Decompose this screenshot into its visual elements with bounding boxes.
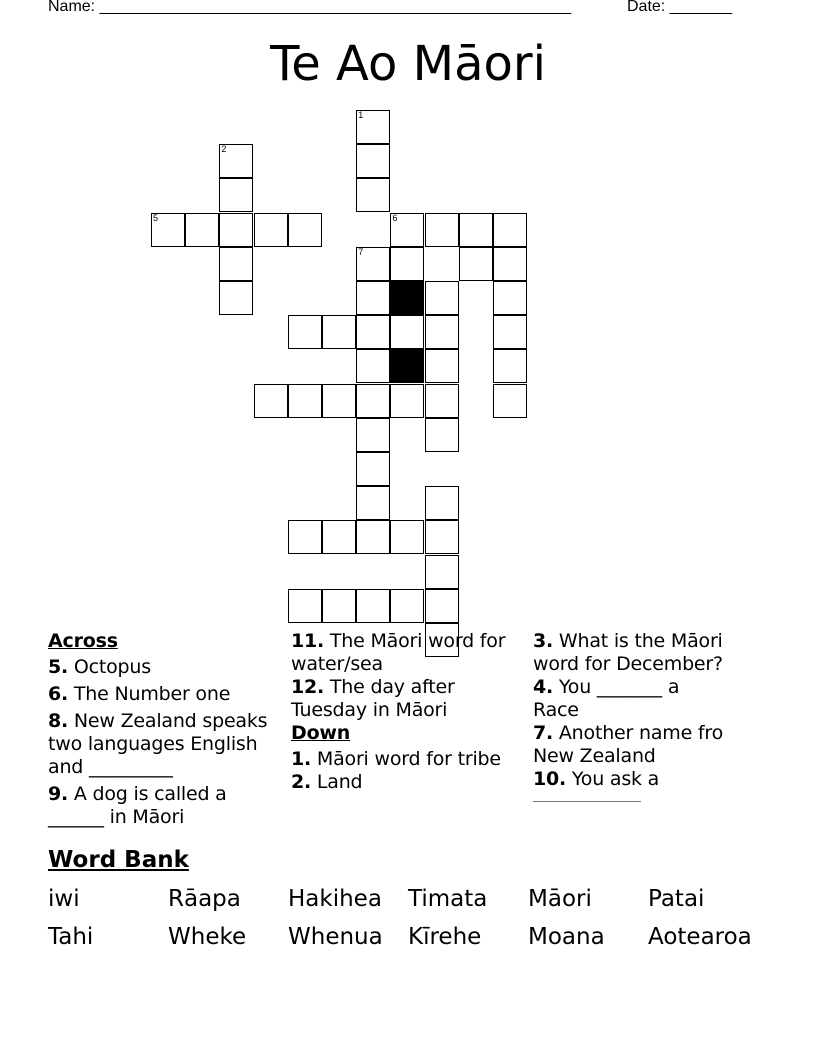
crossword-cell[interactable] <box>493 281 527 315</box>
crossword-cell[interactable] <box>425 486 459 520</box>
clue-number: 5. <box>48 656 69 678</box>
date-blank[interactable]: _______ <box>669 0 732 15</box>
down-heading: Down <box>291 722 351 744</box>
clue-down-7 <box>533 722 723 768</box>
clue-number: 12. <box>291 676 325 698</box>
crossword-cell[interactable] <box>322 315 356 349</box>
crossword-cell[interactable] <box>356 452 390 486</box>
crossword-cell[interactable] <box>322 384 356 418</box>
crossword-cell[interactable] <box>356 178 390 212</box>
crossword-cell[interactable] <box>322 589 356 623</box>
crossword-black-square <box>390 281 424 315</box>
crossword-cell[interactable] <box>493 384 527 418</box>
clue-down-4 <box>533 676 723 722</box>
clue-number-label: 6 <box>392 212 398 223</box>
clue-text: A dog is called a ______ in Māori <box>48 783 227 828</box>
word-bank-item: Whenua <box>288 924 383 950</box>
clue-number: 11. <box>291 630 325 652</box>
crossword-cell[interactable] <box>425 589 459 623</box>
crossword-cell[interactable] <box>493 349 527 383</box>
clue-text: Octopus <box>68 656 151 678</box>
crossword-cell[interactable] <box>219 281 253 315</box>
crossword-cell[interactable] <box>425 213 459 247</box>
clue-text: Another name fro New Zealand <box>533 722 724 767</box>
clue-number: 7. <box>533 722 554 744</box>
clue-across-12 <box>291 676 513 722</box>
crossword-cell[interactable] <box>185 213 219 247</box>
crossword-cell[interactable] <box>356 110 390 144</box>
name-label: Name: <box>48 0 100 15</box>
word-bank-item: Moana <box>528 924 605 950</box>
clue-number: 1. <box>291 748 312 770</box>
clue-down-2 <box>291 771 513 794</box>
clue-across-6 <box>48 683 284 706</box>
answer-blank-line <box>533 801 641 803</box>
crossword-cell[interactable] <box>288 384 322 418</box>
crossword-cell[interactable] <box>425 555 459 589</box>
clue-text: The Number one <box>68 683 231 705</box>
word-bank-title: Word Bank <box>48 847 189 873</box>
clue-text: The Māori word for water/sea <box>291 630 506 675</box>
clues-column-1 <box>48 630 284 833</box>
word-bank-item: Aotearoa <box>648 924 752 950</box>
crossword-cell[interactable] <box>219 213 253 247</box>
clues-column-2 <box>291 630 513 794</box>
word-bank-item: Hakihea <box>288 886 382 912</box>
clue-number: 9. <box>48 783 69 805</box>
crossword-cell[interactable] <box>356 349 390 383</box>
word-bank-item: Kīrehe <box>408 924 482 950</box>
crossword-cell[interactable] <box>356 247 390 281</box>
crossword-cell[interactable] <box>254 384 288 418</box>
clue-down-10 <box>533 768 723 791</box>
clue-number: 2. <box>291 771 312 793</box>
crossword-cell[interactable] <box>425 418 459 452</box>
crossword-cell[interactable] <box>390 520 424 554</box>
clue-text: What is the Māori word for December? <box>533 630 723 675</box>
clue-number-label: 2 <box>221 144 227 155</box>
crossword-cell[interactable] <box>425 384 459 418</box>
crossword-cell[interactable] <box>459 247 493 281</box>
clues-column-3 <box>533 630 723 803</box>
clue-down-1 <box>291 748 513 771</box>
crossword-black-square <box>390 349 424 383</box>
word-bank-item: Rāapa <box>168 886 241 912</box>
word-bank-item: iwi <box>48 886 80 912</box>
crossword-cell[interactable] <box>288 213 322 247</box>
crossword-cell[interactable] <box>425 349 459 383</box>
crossword-cell[interactable] <box>219 178 253 212</box>
word-bank-item: Māori <box>528 886 592 912</box>
clue-number-label: 5 <box>153 212 159 223</box>
clue-across-8 <box>48 710 284 779</box>
crossword-cell[interactable] <box>493 213 527 247</box>
crossword-cell[interactable] <box>356 589 390 623</box>
crossword-cell[interactable] <box>219 247 253 281</box>
clue-text: Land <box>311 771 363 793</box>
crossword-cell[interactable] <box>390 247 424 281</box>
crossword-cell[interactable] <box>219 144 253 178</box>
crossword-cell[interactable] <box>390 315 424 349</box>
crossword-cell[interactable] <box>288 315 322 349</box>
clue-text: You _______ a Race <box>533 676 680 721</box>
clue-across-5 <box>48 656 284 679</box>
clue-across-11 <box>291 630 513 676</box>
crossword-cell[interactable] <box>356 144 390 178</box>
clue-text: New Zealand speaks two languages English and _________ <box>48 710 268 778</box>
crossword-cell[interactable] <box>288 520 322 554</box>
crossword-cell[interactable] <box>356 418 390 452</box>
word-bank-item: Wheke <box>168 924 247 950</box>
crossword-cell[interactable] <box>493 315 527 349</box>
crossword-cell[interactable] <box>356 384 390 418</box>
word-bank-item: Timata <box>408 886 488 912</box>
crossword-cell[interactable] <box>459 213 493 247</box>
crossword-cell[interactable] <box>390 213 424 247</box>
clue-number: 4. <box>533 676 554 698</box>
page-title: Te Ao Māori <box>270 36 546 92</box>
across-heading: Across <box>48 630 118 652</box>
clue-text: The day after Tuesday in Māori <box>291 676 455 721</box>
clue-number-label: 1 <box>358 110 364 120</box>
crossword-cell[interactable] <box>356 486 390 520</box>
word-bank-item: Tahi <box>48 924 94 950</box>
crossword-cell[interactable] <box>390 384 424 418</box>
crossword-cell[interactable] <box>288 589 322 623</box>
clue-number: 6. <box>48 683 69 705</box>
clue-number: 3. <box>533 630 554 652</box>
crossword-cell[interactable] <box>425 281 459 315</box>
clue-number-label: 7 <box>358 246 364 257</box>
clue-down-3 <box>533 630 723 676</box>
clue-text: You ask a <box>566 768 660 790</box>
crossword-cell[interactable] <box>390 589 424 623</box>
word-bank-item: Patai <box>648 886 705 912</box>
crossword-cell[interactable] <box>322 520 356 554</box>
crossword-cell[interactable] <box>356 281 390 315</box>
crossword-cell[interactable] <box>151 213 185 247</box>
crossword-cell[interactable] <box>356 315 390 349</box>
crossword-cell[interactable] <box>493 247 527 281</box>
crossword-cell[interactable] <box>425 315 459 349</box>
name-blank[interactable]: _____________________________________________________ <box>99 0 572 15</box>
crossword-cell[interactable] <box>254 213 288 247</box>
date-label: Date: <box>627 0 670 15</box>
clue-number: 10. <box>533 768 567 790</box>
clue-across-9 <box>48 783 284 829</box>
clue-text: Māori word for tribe <box>311 748 501 770</box>
crossword-cell[interactable] <box>425 520 459 554</box>
clue-number: 8. <box>48 710 69 732</box>
crossword-cell[interactable] <box>356 520 390 554</box>
